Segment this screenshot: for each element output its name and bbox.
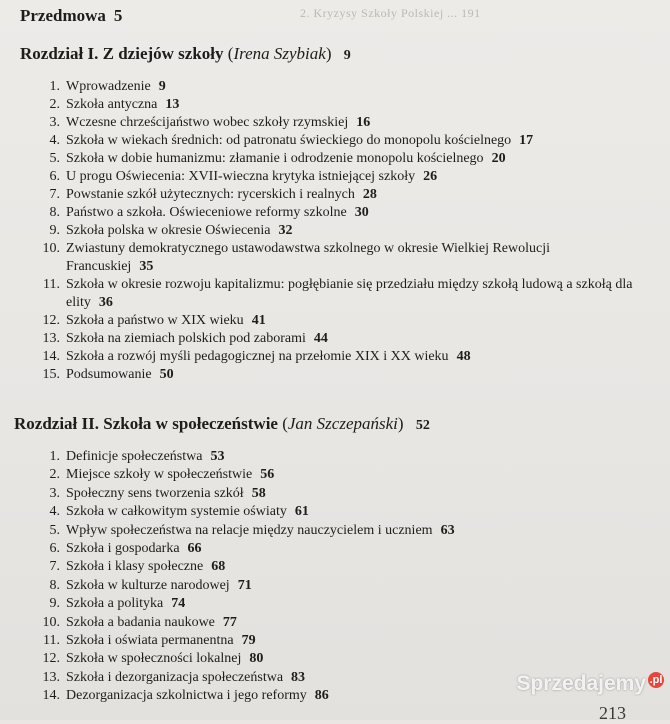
toc-entry-title: Wczesne chrześcijaństwo wobec szkoły rzymskiej [66,115,349,130]
toc-entry-title: Społeczny sens tworzenia szkół [66,485,244,501]
toc-entry-number: 4. [49,133,60,148]
toc-entry-title: Szkoła antyczna [66,97,158,112]
toc-entry-number: 6. [49,541,60,557]
toc-entry-title: Szkoła i oświata permanentna [66,633,234,649]
toc-entry-title: Szkoła i gospodarka [66,541,180,557]
toc-entry-number: 2. [49,97,60,112]
toc-entry-page: 48 [456,349,471,364]
toc-entry-number: 11. [43,633,60,649]
toc-entry-title: Szkoła a badania naukowe [66,614,215,630]
toc-entry [40,558,640,576]
toc-entry-page: 32 [278,223,293,238]
toc-entry [40,485,640,503]
toc-entry-title: Szkoła na ziemiach polskich pod zaborami [66,331,306,346]
toc-entry-number: 4. [49,504,60,520]
preface-label: Przedmowa [20,6,106,25]
toc-entry-title: Powstanie szkół użytecznych: rycerskich i realnych [66,187,355,202]
toc-entry-page: 66 [187,541,202,557]
toc-entry-title: U progu Oświecenia: XVII-wieczna krytyka istniejącej szkoły [66,169,416,184]
toc-entry [40,448,640,466]
toc-entry-number: 15. [42,367,60,382]
watermark-suffix: .pl [649,674,663,686]
chapter-1-title: Rozdział I. Z dziejów szkoły [20,44,224,63]
toc-entry [40,540,640,558]
toc-entry-page: 53 [210,449,225,464]
toc-entry [40,132,640,150]
toc-entry [40,503,640,521]
toc-entry-number: 14. [42,349,60,364]
toc-entry-number: 11. [43,277,60,292]
toc-entry-page: 28 [362,187,377,202]
toc-entry-title: Państwo a szkoła. Oświeceniowe reformy szkolne [66,205,347,220]
toc-entry-page: 50 [159,367,174,382]
toc-entry-page: 20 [491,151,506,166]
toc-entry-title: Szkoła a rozwój myśli pedagogicznej na przełomie XIX i XX wieku [66,349,449,364]
toc-entry-number: 10. [42,614,60,630]
chapter-2-author: Jan Szczepański [287,414,398,433]
toc-entry [40,222,640,240]
preface-page: 5 [113,6,123,25]
toc-entry-number: 7. [49,559,60,575]
toc-entry [40,595,640,613]
toc-entry-page: 63 [440,522,455,538]
toc-entry-title: Szkoła i klasy społeczne [66,559,204,575]
toc-entry-page: 13 [165,97,180,112]
toc-entry-number: 13. [42,669,60,685]
toc-entry-page: 68 [211,559,226,575]
toc-entry-title: Szkoła w kulturze narodowej [66,577,230,593]
toc-entry-number: 2. [49,467,60,483]
toc-entry [40,348,640,366]
chapter-1-page: 9 [343,48,351,63]
toc-entry-title: Szkoła polska w okresie Oświecenia [66,223,271,238]
toc-entry [40,240,640,276]
toc-entry [40,168,640,186]
toc-entry-page: 79 [241,633,256,649]
chapter-1-toc [40,78,640,384]
toc-entry [40,150,640,168]
toc-entry-number: 5. [49,151,60,166]
toc-entry-page: 36 [98,295,113,310]
toc-entry-title: Szkoła w społeczności lokalnej [66,651,242,667]
toc-entry-title: Podsumowanie [66,367,152,382]
toc-entry-title: Miejsce szkoły w społeczeństwie [66,467,253,483]
chapter-2-heading: Rozdział II. Szkoła w społeczeństwie (Jan Szczepański) 52 [14,414,430,433]
watermark-text: Sprzedajemy [516,672,646,695]
toc-entry [40,366,640,384]
toc-entry-title: Definicje społeczeństwa [66,449,203,464]
chapter-1-heading: Rozdział I. Z dziejów szkoły (Irena Szybiak) 9 [20,44,351,63]
toc-entry-number: 14. [42,688,60,704]
toc-entry [40,632,640,650]
toc-entry-page: 9 [158,79,166,94]
chapter-1-author: Irena Szybiak [233,44,326,63]
toc-entry-number: 12. [42,313,60,328]
toc-entry-number: 8. [49,577,60,593]
preface-entry [20,6,122,26]
toc-entry-number: 1. [49,449,60,464]
toc-entry-page: 77 [222,614,237,630]
toc-entry [40,577,640,595]
toc-entry-title: Szkoła a państwo w XIX wieku [66,313,244,328]
toc-entry [40,312,640,330]
toc-entry-number: 10. [42,241,60,256]
toc-entry-page: 35 [139,259,154,274]
chapter-2-toc [40,448,640,706]
toc-entry [40,204,640,222]
toc-entry-number: 9. [49,596,60,612]
toc-entry-page: 71 [237,577,252,593]
bleed-through-text: 2. Kryzysy Szkoły Polskiej ... 191 [300,6,481,20]
toc-entry [40,78,640,96]
toc-entry-number: 3. [49,115,60,130]
toc-entry-number: 13. [42,331,60,346]
toc-entry-page: 17 [519,133,534,148]
toc-entry-page: 56 [260,467,275,483]
toc-entry-number: 3. [49,485,60,501]
toc-entry [40,466,640,484]
toc-entry [40,114,640,132]
toc-entry-title: Zwiastuny demokratycznego ustawodawstwa szkolnego w okresie Wielkiej Rewolucji Francuskiej [66,241,550,274]
toc-entry-title: Dezorganizacja szkolnictwa i jego reformy [66,688,307,704]
toc-entry [40,186,640,204]
toc-entry-title: Szkoła a polityka [66,596,164,612]
toc-entry [40,650,640,668]
toc-entry [40,614,640,632]
toc-entry [40,522,640,540]
toc-entry [40,96,640,114]
chapter-2-page: 52 [415,418,430,433]
toc-entry-title: Szkoła w dobie humanizmu: złamanie i odrodzenie monopolu kościelnego [66,151,484,166]
toc-entry-title: Wpływ społeczeństwa na relacje między nauczycielem i uczniem [66,522,433,538]
toc-entry-title: Szkoła i dezorganizacja społeczeństwa [66,669,284,685]
page-number: 213 [599,703,626,723]
toc-entry-page: 86 [314,688,329,704]
toc-entry-page: 74 [171,596,186,612]
toc-entry-page: 61 [294,504,309,520]
toc-entry-title: Szkoła w okresie rozwoju kapitalizmu: pogłębianie się przedziału między szkołą ludową a szkołą dla elity [66,277,633,310]
toc-entry-number: 5. [49,522,60,538]
toc-entry-title: Szkoła w całkowitym systemie oświaty [66,504,287,520]
toc-entry-page: 30 [354,205,369,220]
watermark [516,672,664,696]
toc-entry-number: 12. [42,651,60,667]
toc-entry-page: 58 [251,485,266,501]
chapter-2-title: Rozdział II. Szkoła w społeczeństwie [14,414,278,433]
toc-entry-number: 6. [49,169,60,184]
toc-entry-number: 1. [49,79,60,94]
toc-entry-page: 41 [251,313,266,328]
toc-entry-page: 26 [423,169,438,184]
toc-entry-page: 83 [291,669,306,685]
toc-entry [40,330,640,348]
toc-entry-number: 8. [49,205,60,220]
toc-entry-title: Wprowadzenie [66,79,151,94]
toc-entry-page: 80 [249,651,264,667]
toc-entry [40,276,640,312]
toc-entry-page: 44 [313,331,328,346]
toc-entry-page: 16 [356,115,371,130]
toc-entry-title: Szkoła w wiekach średnich: od patronatu świeckiego do monopolu kościelnego [66,133,512,148]
toc-entry-number: 9. [49,223,60,238]
toc-entry-number: 7. [49,187,60,202]
